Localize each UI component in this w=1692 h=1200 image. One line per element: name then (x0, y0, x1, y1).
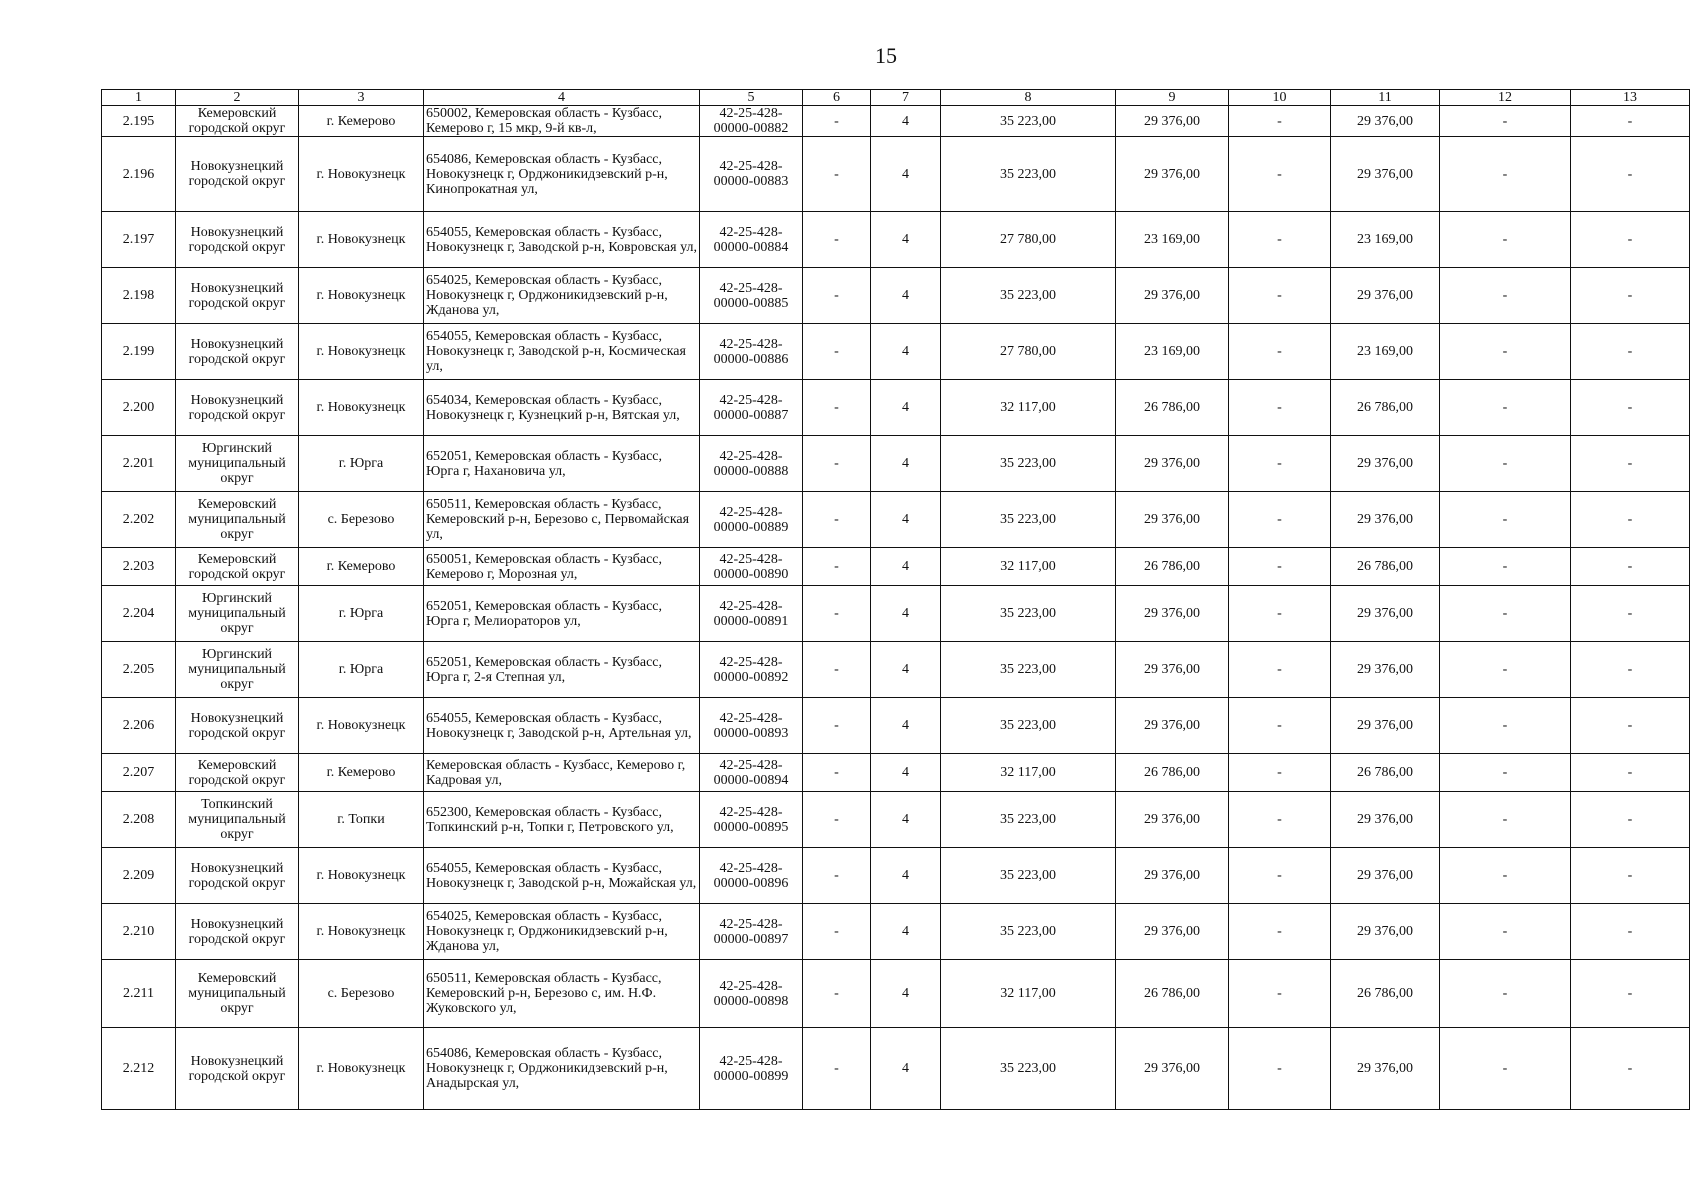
column-13-cell: - (1571, 848, 1690, 904)
district-cell: Кемеровский муниципальный округ (176, 960, 299, 1028)
district-cell: Новокузнецкий городской округ (176, 268, 299, 324)
column-9-amount-cell: 26 786,00 (1116, 754, 1229, 792)
column-11-amount-cell: 29 376,00 (1331, 586, 1440, 642)
object-code-cell: 42-25-428-00000-00882 (700, 106, 803, 137)
column-10-cell: - (1229, 548, 1331, 586)
row-number-cell: 2.202 (102, 492, 176, 548)
locality-cell: г. Новокузнецк (299, 380, 424, 436)
column-8-amount-cell: 35 223,00 (941, 698, 1116, 754)
column-11-amount-cell: 23 169,00 (1331, 212, 1440, 268)
column-6-cell: - (803, 548, 871, 586)
object-code-cell: 42-25-428-00000-00894 (700, 754, 803, 792)
row-number-cell: 2.199 (102, 324, 176, 380)
column-7-cell: 4 (871, 960, 941, 1028)
column-8-amount-cell: 32 117,00 (941, 754, 1116, 792)
column-13-cell: - (1571, 380, 1690, 436)
column-8-amount-cell: 32 117,00 (941, 960, 1116, 1028)
column-12-cell: - (1440, 324, 1571, 380)
locality-cell: г. Новокузнецк (299, 848, 424, 904)
column-6-cell: - (803, 268, 871, 324)
object-code-cell: 42-25-428-00000-00890 (700, 548, 803, 586)
object-code-cell: 42-25-428-00000-00884 (700, 212, 803, 268)
column-10-cell: - (1229, 492, 1331, 548)
address-cell: 650511, Кемеровская область - Кузбасс, Кемеровский р-н, Березово с, им. Н.Ф. Жуковского ул, (424, 960, 700, 1028)
column-8-amount-cell: 35 223,00 (941, 492, 1116, 548)
table-row (102, 548, 1690, 586)
locality-cell: г. Новокузнецк (299, 1028, 424, 1110)
column-12-cell: - (1440, 106, 1571, 137)
column-9-amount-cell: 29 376,00 (1116, 137, 1229, 212)
column-6-cell: - (803, 698, 871, 754)
column-header: 1 (102, 90, 176, 106)
district-cell: Новокузнецкий городской округ (176, 698, 299, 754)
district-cell: Новокузнецкий городской округ (176, 848, 299, 904)
column-13-cell: - (1571, 324, 1690, 380)
column-7-cell: 4 (871, 1028, 941, 1110)
address-cell: 654055, Кемеровская область - Кузбасс, Новокузнецк г, Заводской р-н, Ковровская ул, (424, 212, 700, 268)
column-8-amount-cell: 32 117,00 (941, 548, 1116, 586)
locality-cell: г. Юрга (299, 642, 424, 698)
column-8-amount-cell: 35 223,00 (941, 904, 1116, 960)
column-11-amount-cell: 26 786,00 (1331, 548, 1440, 586)
column-9-amount-cell: 26 786,00 (1116, 960, 1229, 1028)
column-8-amount-cell: 35 223,00 (941, 586, 1116, 642)
column-11-amount-cell: 29 376,00 (1331, 642, 1440, 698)
row-number-cell: 2.207 (102, 754, 176, 792)
column-6-cell: - (803, 1028, 871, 1110)
district-cell: Кемеровский городской округ (176, 548, 299, 586)
object-code-cell: 42-25-428-00000-00891 (700, 586, 803, 642)
column-7-cell: 4 (871, 848, 941, 904)
row-number-cell: 2.211 (102, 960, 176, 1028)
column-header: 9 (1116, 90, 1229, 106)
column-9-amount-cell: 29 376,00 (1116, 904, 1229, 960)
table-row (102, 106, 1690, 137)
address-cell: 650051, Кемеровская область - Кузбасс, Кемерово г, Морозная ул, (424, 548, 700, 586)
column-8-amount-cell: 35 223,00 (941, 436, 1116, 492)
column-7-cell: 4 (871, 548, 941, 586)
address-cell: Кемеровская область - Кузбасс, Кемерово г, Кадровая ул, (424, 754, 700, 792)
column-9-amount-cell: 29 376,00 (1116, 492, 1229, 548)
column-11-amount-cell: 26 786,00 (1331, 754, 1440, 792)
column-7-cell: 4 (871, 106, 941, 137)
column-12-cell: - (1440, 492, 1571, 548)
column-header: 2 (176, 90, 299, 106)
table-row (102, 904, 1690, 960)
address-cell: 650002, Кемеровская область - Кузбасс, Кемерово г, 15 мкр, 9-й кв-л, (424, 106, 700, 137)
column-7-cell: 4 (871, 642, 941, 698)
district-cell: Новокузнецкий городской округ (176, 324, 299, 380)
column-6-cell: - (803, 960, 871, 1028)
table-row (102, 642, 1690, 698)
column-header: 7 (871, 90, 941, 106)
column-header: 8 (941, 90, 1116, 106)
table-row (102, 492, 1690, 548)
column-9-amount-cell: 29 376,00 (1116, 848, 1229, 904)
district-cell: Новокузнецкий городской округ (176, 904, 299, 960)
column-7-cell: 4 (871, 698, 941, 754)
locality-cell: г. Кемерово (299, 106, 424, 137)
address-cell: 652300, Кемеровская область - Кузбасс, Топкинский р-н, Топки г, Петровского ул, (424, 792, 700, 848)
column-13-cell: - (1571, 792, 1690, 848)
column-13-cell: - (1571, 1028, 1690, 1110)
column-7-cell: 4 (871, 137, 941, 212)
column-header: 6 (803, 90, 871, 106)
locality-cell: с. Березово (299, 492, 424, 548)
column-13-cell: - (1571, 960, 1690, 1028)
column-10-cell: - (1229, 1028, 1331, 1110)
object-code-cell: 42-25-428-00000-00883 (700, 137, 803, 212)
column-8-amount-cell: 32 117,00 (941, 380, 1116, 436)
column-12-cell: - (1440, 212, 1571, 268)
row-number-cell: 2.212 (102, 1028, 176, 1110)
district-cell: Кемеровский муниципальный округ (176, 492, 299, 548)
column-7-cell: 4 (871, 792, 941, 848)
table-row (102, 380, 1690, 436)
table-row (102, 436, 1690, 492)
table-row (102, 1028, 1690, 1110)
column-13-cell: - (1571, 548, 1690, 586)
column-13-cell: - (1571, 212, 1690, 268)
column-6-cell: - (803, 848, 871, 904)
locality-cell: с. Березово (299, 960, 424, 1028)
column-6-cell: - (803, 137, 871, 212)
registry-table (101, 89, 1690, 1110)
address-cell: 654055, Кемеровская область - Кузбасс, Новокузнецк г, Заводской р-н, Артельная ул, (424, 698, 700, 754)
column-8-amount-cell: 35 223,00 (941, 106, 1116, 137)
column-11-amount-cell: 29 376,00 (1331, 268, 1440, 324)
column-10-cell: - (1229, 137, 1331, 212)
column-12-cell: - (1440, 548, 1571, 586)
column-7-cell: 4 (871, 492, 941, 548)
column-6-cell: - (803, 904, 871, 960)
column-10-cell: - (1229, 904, 1331, 960)
column-12-cell: - (1440, 137, 1571, 212)
column-11-amount-cell: 29 376,00 (1331, 436, 1440, 492)
column-6-cell: - (803, 436, 871, 492)
column-8-amount-cell: 35 223,00 (941, 848, 1116, 904)
column-12-cell: - (1440, 586, 1571, 642)
object-code-cell: 42-25-428-00000-00885 (700, 268, 803, 324)
column-13-cell: - (1571, 436, 1690, 492)
object-code-cell: 42-25-428-00000-00898 (700, 960, 803, 1028)
address-cell: 654055, Кемеровская область - Кузбасс, Новокузнецк г, Заводской р-н, Можайская ул, (424, 848, 700, 904)
district-cell: Кемеровский городской округ (176, 754, 299, 792)
row-number-cell: 2.200 (102, 380, 176, 436)
column-11-amount-cell: 29 376,00 (1331, 106, 1440, 137)
column-12-cell: - (1440, 960, 1571, 1028)
column-13-cell: - (1571, 698, 1690, 754)
address-cell: 654086, Кемеровская область - Кузбасс, Новокузнецк г, Орджоникидзевский р-н, Кинопрокатная ул, (424, 137, 700, 212)
district-cell: Новокузнецкий городской округ (176, 1028, 299, 1110)
column-9-amount-cell: 29 376,00 (1116, 268, 1229, 324)
column-13-cell: - (1571, 754, 1690, 792)
row-number-cell: 2.195 (102, 106, 176, 137)
table-row (102, 137, 1690, 212)
row-number-cell: 2.197 (102, 212, 176, 268)
column-10-cell: - (1229, 792, 1331, 848)
column-6-cell: - (803, 106, 871, 137)
column-10-cell: - (1229, 212, 1331, 268)
column-8-amount-cell: 27 780,00 (941, 212, 1116, 268)
row-number-cell: 2.210 (102, 904, 176, 960)
column-13-cell: - (1571, 106, 1690, 137)
locality-cell: г. Новокузнецк (299, 212, 424, 268)
row-number-cell: 2.205 (102, 642, 176, 698)
column-7-cell: 4 (871, 380, 941, 436)
address-cell: 654025, Кемеровская область - Кузбасс, Новокузнецк г, Орджоникидзевский р-н, Жданова ул, (424, 268, 700, 324)
column-12-cell: - (1440, 792, 1571, 848)
column-12-cell: - (1440, 380, 1571, 436)
column-10-cell: - (1229, 106, 1331, 137)
row-number-cell: 2.201 (102, 436, 176, 492)
locality-cell: г. Юрга (299, 436, 424, 492)
column-header: 11 (1331, 90, 1440, 106)
address-cell: 654025, Кемеровская область - Кузбасс, Новокузнецк г, Орджоникидзевский р-н, Жданова ул, (424, 904, 700, 960)
column-11-amount-cell: 29 376,00 (1331, 698, 1440, 754)
column-9-amount-cell: 29 376,00 (1116, 698, 1229, 754)
column-9-amount-cell: 26 786,00 (1116, 380, 1229, 436)
address-cell: 654086, Кемеровская область - Кузбасс, Новокузнецк г, Орджоникидзевский р-н, Анадырская ул, (424, 1028, 700, 1110)
column-8-amount-cell: 35 223,00 (941, 137, 1116, 212)
column-9-amount-cell: 23 169,00 (1116, 324, 1229, 380)
column-9-amount-cell: 29 376,00 (1116, 106, 1229, 137)
column-9-amount-cell: 29 376,00 (1116, 642, 1229, 698)
column-7-cell: 4 (871, 436, 941, 492)
object-code-cell: 42-25-428-00000-00896 (700, 848, 803, 904)
table-row (102, 960, 1690, 1028)
column-7-cell: 4 (871, 754, 941, 792)
object-code-cell: 42-25-428-00000-00895 (700, 792, 803, 848)
column-10-cell: - (1229, 642, 1331, 698)
column-header: 4 (424, 90, 700, 106)
column-13-cell: - (1571, 904, 1690, 960)
column-11-amount-cell: 26 786,00 (1331, 380, 1440, 436)
table-row (102, 754, 1690, 792)
column-6-cell: - (803, 586, 871, 642)
column-7-cell: 4 (871, 268, 941, 324)
column-12-cell: - (1440, 754, 1571, 792)
object-code-cell: 42-25-428-00000-00886 (700, 324, 803, 380)
district-cell: Кемеровский городской округ (176, 106, 299, 137)
column-8-amount-cell: 35 223,00 (941, 792, 1116, 848)
column-8-amount-cell: 35 223,00 (941, 642, 1116, 698)
column-6-cell: - (803, 380, 871, 436)
column-10-cell: - (1229, 698, 1331, 754)
column-6-cell: - (803, 754, 871, 792)
district-cell: Юргинский муниципальный округ (176, 436, 299, 492)
column-11-amount-cell: 26 786,00 (1331, 960, 1440, 1028)
column-6-cell: - (803, 642, 871, 698)
district-cell: Юргинский муниципальный округ (176, 586, 299, 642)
column-12-cell: - (1440, 698, 1571, 754)
object-code-cell: 42-25-428-00000-00887 (700, 380, 803, 436)
row-number-cell: 2.204 (102, 586, 176, 642)
locality-cell: г. Топки (299, 792, 424, 848)
locality-cell: г. Юрга (299, 586, 424, 642)
locality-cell: г. Новокузнецк (299, 268, 424, 324)
column-9-amount-cell: 29 376,00 (1116, 1028, 1229, 1110)
column-12-cell: - (1440, 268, 1571, 324)
object-code-cell: 42-25-428-00000-00892 (700, 642, 803, 698)
table-row (102, 268, 1690, 324)
column-9-amount-cell: 29 376,00 (1116, 792, 1229, 848)
column-11-amount-cell: 29 376,00 (1331, 848, 1440, 904)
column-6-cell: - (803, 792, 871, 848)
column-6-cell: - (803, 212, 871, 268)
locality-cell: г. Новокузнецк (299, 324, 424, 380)
address-cell: 654055, Кемеровская область - Кузбасс, Новокузнецк г, Заводской р-н, Космическая ул, (424, 324, 700, 380)
column-7-cell: 4 (871, 324, 941, 380)
column-12-cell: - (1440, 642, 1571, 698)
column-12-cell: - (1440, 436, 1571, 492)
column-number-row (102, 90, 1690, 106)
row-number-cell: 2.203 (102, 548, 176, 586)
column-10-cell: - (1229, 586, 1331, 642)
column-9-amount-cell: 26 786,00 (1116, 548, 1229, 586)
column-11-amount-cell: 29 376,00 (1331, 492, 1440, 548)
column-10-cell: - (1229, 324, 1331, 380)
object-code-cell: 42-25-428-00000-00897 (700, 904, 803, 960)
table-row (102, 848, 1690, 904)
district-cell: Новокузнецкий городской округ (176, 212, 299, 268)
column-9-amount-cell: 29 376,00 (1116, 436, 1229, 492)
column-10-cell: - (1229, 960, 1331, 1028)
row-number-cell: 2.198 (102, 268, 176, 324)
locality-cell: г. Кемерово (299, 754, 424, 792)
column-header: 12 (1440, 90, 1571, 106)
column-13-cell: - (1571, 137, 1690, 212)
table-row (102, 212, 1690, 268)
column-7-cell: 4 (871, 212, 941, 268)
column-13-cell: - (1571, 586, 1690, 642)
locality-cell: г. Новокузнецк (299, 137, 424, 212)
column-8-amount-cell: 35 223,00 (941, 1028, 1116, 1110)
object-code-cell: 42-25-428-00000-00888 (700, 436, 803, 492)
column-8-amount-cell: 27 780,00 (941, 324, 1116, 380)
column-10-cell: - (1229, 754, 1331, 792)
column-13-cell: - (1571, 642, 1690, 698)
locality-cell: г. Кемерово (299, 548, 424, 586)
table-row (102, 792, 1690, 848)
district-cell: Новокузнецкий городской округ (176, 137, 299, 212)
column-10-cell: - (1229, 268, 1331, 324)
column-12-cell: - (1440, 1028, 1571, 1110)
column-13-cell: - (1571, 268, 1690, 324)
column-13-cell: - (1571, 492, 1690, 548)
row-number-cell: 2.208 (102, 792, 176, 848)
column-10-cell: - (1229, 380, 1331, 436)
column-header: 5 (700, 90, 803, 106)
table-row (102, 698, 1690, 754)
column-header: 10 (1229, 90, 1331, 106)
district-cell: Юргинский муниципальный округ (176, 642, 299, 698)
column-12-cell: - (1440, 848, 1571, 904)
address-cell: 652051, Кемеровская область - Кузбасс, Юрга г, Мелиораторов ул, (424, 586, 700, 642)
column-9-amount-cell: 23 169,00 (1116, 212, 1229, 268)
row-number-cell: 2.209 (102, 848, 176, 904)
district-cell: Новокузнецкий городской округ (176, 380, 299, 436)
address-cell: 650511, Кемеровская область - Кузбасс, Кемеровский р-н, Березово с, Первомайская ул, (424, 492, 700, 548)
column-11-amount-cell: 29 376,00 (1331, 904, 1440, 960)
object-code-cell: 42-25-428-00000-00889 (700, 492, 803, 548)
registry-body (102, 106, 1690, 1110)
column-9-amount-cell: 29 376,00 (1116, 586, 1229, 642)
column-6-cell: - (803, 324, 871, 380)
column-11-amount-cell: 29 376,00 (1331, 137, 1440, 212)
address-cell: 654034, Кемеровская область - Кузбасс, Новокузнецк г, Кузнецкий р-н, Вятская ул, (424, 380, 700, 436)
locality-cell: г. Новокузнецк (299, 698, 424, 754)
object-code-cell: 42-25-428-00000-00899 (700, 1028, 803, 1110)
row-number-cell: 2.196 (102, 137, 176, 212)
column-10-cell: - (1229, 848, 1331, 904)
address-cell: 652051, Кемеровская область - Кузбасс, Юрга г, 2-я Степная ул, (424, 642, 700, 698)
column-header: 3 (299, 90, 424, 106)
row-number-cell: 2.206 (102, 698, 176, 754)
object-code-cell: 42-25-428-00000-00893 (700, 698, 803, 754)
column-8-amount-cell: 35 223,00 (941, 268, 1116, 324)
table-row (102, 324, 1690, 380)
address-cell: 652051, Кемеровская область - Кузбасс, Юрга г, Нахановича ул, (424, 436, 700, 492)
page-number: 15 (875, 43, 897, 68)
district-cell: Топкинский муниципальный округ (176, 792, 299, 848)
column-6-cell: - (803, 492, 871, 548)
column-12-cell: - (1440, 904, 1571, 960)
column-7-cell: 4 (871, 586, 941, 642)
column-11-amount-cell: 29 376,00 (1331, 792, 1440, 848)
column-7-cell: 4 (871, 904, 941, 960)
locality-cell: г. Новокузнецк (299, 904, 424, 960)
column-11-amount-cell: 29 376,00 (1331, 1028, 1440, 1110)
table-row (102, 586, 1690, 642)
column-11-amount-cell: 23 169,00 (1331, 324, 1440, 380)
column-header: 13 (1571, 90, 1690, 106)
column-10-cell: - (1229, 436, 1331, 492)
